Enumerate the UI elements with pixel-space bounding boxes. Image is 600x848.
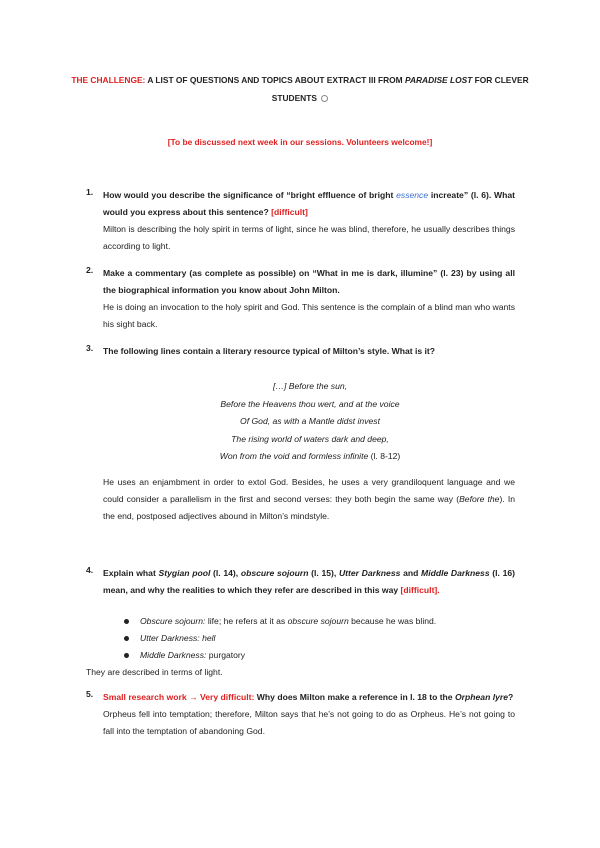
question-text-part: (l. 14), [210,568,241,578]
bullet-list [140,613,510,664]
question-term: obscure sojourn [240,568,309,578]
poem-line: Before the Heavens thou wert, and at the voice [220,398,400,409]
answer-text-part: He uses an enjambment in order to extol God. Besides, he uses a very grandiloquent language and we could consider a parallelism in the first and second verses: they both begin the same way ( [103,477,515,504]
bullet-italic: obscure sojourn [287,616,349,626]
answer-text-part: ). In the end, postposed adjectives abound in Milton’s mindstyle. [103,494,515,521]
bullet-text: life; he refers at it as [205,616,288,626]
bullet-text: because he was blind. [348,616,437,626]
list-item [140,630,510,647]
question-text-part: and [400,568,422,578]
difficulty-tag: [difficult] [271,207,308,217]
smiley-icon [321,95,328,102]
question-text [103,187,515,221]
answer-4-summary: They are described in terms of light. [86,667,223,677]
answer-text: Orpheus fell into temptation; therefore, Milton says that he’s not going to do as Orpheus. He’s not going to fall into the temptation of abandoning God. [103,709,515,736]
question-text [103,689,515,706]
question-4 [86,565,516,599]
question-term: Orphean lyre [454,692,508,702]
poem-line: Of God, as with a Mantle didst invest [240,416,380,426]
title-main: A LIST OF QUESTIONS AND TOPICS ABOUT EXTRACT III FROM [145,75,405,85]
poem-line-text: Won from the void and formless infinite [219,451,369,461]
bullet-term: Middle Darkness: [140,650,207,660]
bullet-icon [124,636,129,641]
poem-quote [120,378,500,466]
question-text-part: ? [508,692,514,702]
question-3 [86,343,515,360]
poem-reference: (l. 8-12) [368,451,401,461]
question-number: 3. [86,343,94,353]
title-colon: : [142,75,146,85]
answer-3 [103,474,515,525]
difficulty-tag: [difficult]. [400,585,440,595]
question-text-part: (l. 15), [308,568,339,578]
question-highlight: essence [396,190,429,200]
list-item [140,613,510,630]
title-prefix: THE CHALLENGE [71,75,143,85]
bullet-icon [124,619,129,624]
question-number: 5. [86,689,94,699]
bullet-term: Utter Darkness: hell [140,633,216,643]
title-italic: PARADISE LOST [404,75,473,85]
question-text-part: How would you describe the significance of “bright effluence of bright [103,190,397,200]
question-1 [86,187,515,255]
question-term: Middle Darkness [421,568,490,578]
question-text: The following lines contain a literary resource typical of Milton’s style. What is it? [103,346,436,356]
question-number: 4. [86,565,94,575]
question-2 [86,265,515,333]
question-text-part: (l. 16) mean, and why the realities to which they refer are described in this way [103,568,516,595]
answer-text: He is doing an invocation to the holy spirit and God. This sentence is the complain of a blind man who wants his sight back. [103,302,515,329]
bullet-text: purgatory [206,650,246,660]
poem-line: […] Before the sun, [272,381,348,391]
difficulty-tag: Small research work → Very difficult: [103,692,255,702]
answer-text [103,474,515,525]
question-number: 2. [86,265,94,275]
page-title [70,71,530,107]
answer-text: Milton is describing the holy spirit in terms of light, since he was blind, therefore, he usually describes things according to light. [103,224,515,251]
bullet-icon [124,653,129,658]
question-text-part: Explain what [103,568,159,578]
question-text [103,565,515,599]
question-text-part: Why does Milton make a reference in l. 18 to the [254,692,455,702]
question-term: Stygian pool [158,568,211,578]
question-text: Make a commentary (as complete as possible) on “What in me is dark, illumine” (l. 23) by using all the biographical information you know about John Milton. [103,268,515,295]
poem-line: The rising world of waters dark and deep, [231,433,389,444]
answer-italic: Before the [459,494,500,504]
title-tail: FOR CLEVER STUDENTS [271,75,529,103]
question-number: 1. [86,187,94,197]
question-text-part: increate” (l. 6). What would you express about this sentence? [103,190,515,217]
discussion-notice: [To be discussed next week in our sessions. Volunteers welcome!] [167,137,433,147]
list-item [140,647,510,664]
question-5 [86,689,515,740]
question-term: Utter Darkness [338,568,401,578]
bullet-term: Obscure sojourn: [140,616,206,626]
poem-line [120,448,500,466]
